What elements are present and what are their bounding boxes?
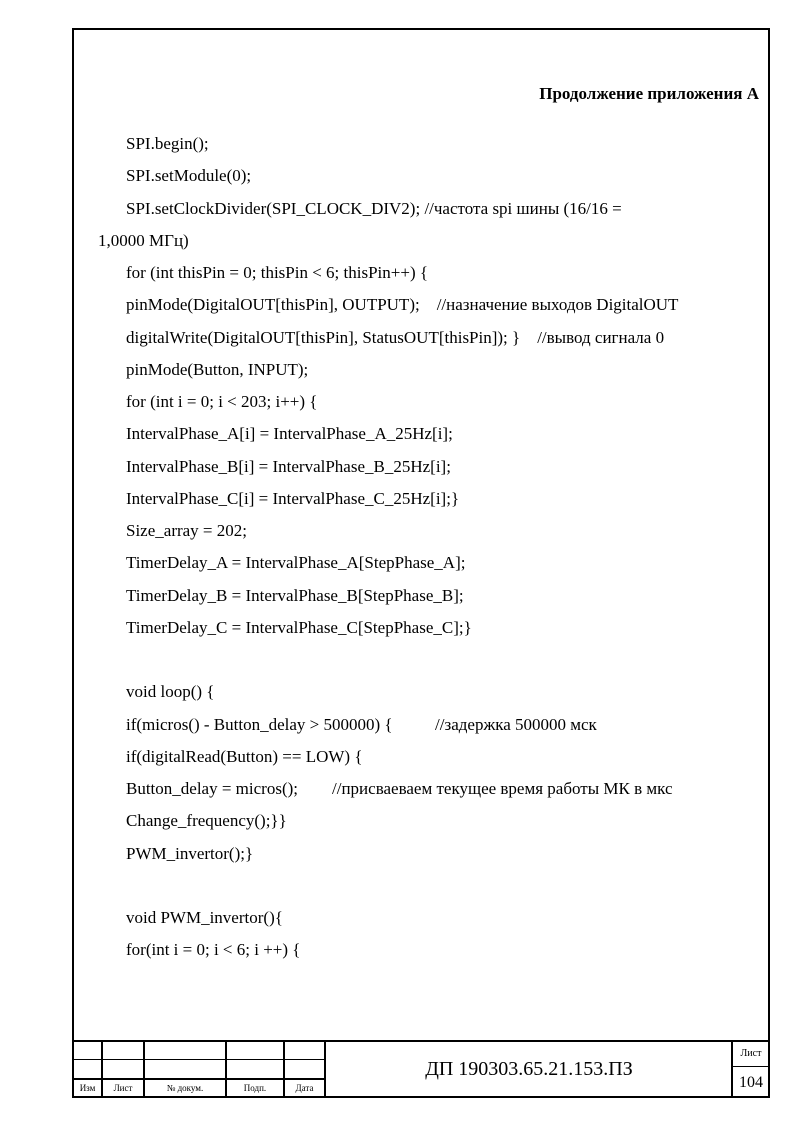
stamp-col-doc: № докум. xyxy=(166,1083,204,1093)
code-line: Size_array = 202; xyxy=(126,521,247,540)
stamp-row-line xyxy=(731,1066,770,1067)
code-line: IntervalPhase_C[i] = IntervalPhase_C_25Hz[i];} xyxy=(126,489,460,508)
code-line: TimerDelay_A = IntervalPhase_A[StepPhase_A]; xyxy=(126,553,466,572)
document-code: ДП 190303.65.21.153.ПЗ xyxy=(425,1057,633,1080)
code-line: pinMode(DigitalOUT[thisPin], OUTPUT); //назначение выходов DigitalOUT xyxy=(126,295,679,314)
code-line: Button_delay = micros(); //присваеваем текущее время работы МК в мкс xyxy=(126,779,673,798)
code-line: TimerDelay_B = IntervalPhase_B[StepPhase_B]; xyxy=(126,586,464,605)
code-line: if(micros() - Button_delay > 500000) { //задержка 500000 мск xyxy=(126,715,597,734)
code-line: SPI.setClockDivider(SPI_CLOCK_DIV2); //частота spi шины (16/16 = xyxy=(126,199,622,218)
code-line: SPI.setModule(0); xyxy=(126,166,252,185)
stamp-row-line xyxy=(72,1078,325,1080)
code-line: PWM_invertor();} xyxy=(126,844,254,863)
code-line: for(int i = 0; i < 6; i ++) { xyxy=(126,940,301,959)
code-line: void PWM_invertor(){ xyxy=(126,908,283,927)
code-line: TimerDelay_C = IntervalPhase_C[StepPhase_C];} xyxy=(126,618,472,637)
sheet-number: 104 xyxy=(739,1074,763,1091)
code-line: Change_frequency();}} xyxy=(126,811,287,830)
code-line: IntervalPhase_A[i] = IntervalPhase_A_25Hz[i]; xyxy=(126,424,453,443)
code-line: if(digitalRead(Button) == LOW) { xyxy=(126,747,363,766)
code-line: 1,0000 МГц) xyxy=(98,231,189,250)
code-line: for (int thisPin = 0; thisPin < 6; thisPin++) { xyxy=(126,263,429,282)
code-line: pinMode(Button, INPUT); xyxy=(126,360,309,379)
code-line: SPI.begin(); xyxy=(126,134,209,153)
stamp-row-line xyxy=(72,1059,325,1060)
stamp-col-date: Дата xyxy=(295,1083,314,1093)
code-line: for (int i = 0; i < 203; i++) { xyxy=(126,392,318,411)
sheet-label: Лист xyxy=(740,1048,762,1059)
code-line: digitalWrite(DigitalOUT[thisPin], StatusOUT[thisPin]); } //вывод сигнала 0 xyxy=(126,328,665,347)
appendix-heading: Продолжение приложения А xyxy=(539,84,759,103)
stamp-col-izm: Изм xyxy=(79,1083,96,1093)
stamp-col-sign: Подп. xyxy=(243,1083,267,1093)
stamp-col-list: Лист xyxy=(113,1083,133,1093)
code-line: void loop() { xyxy=(126,682,215,701)
code-line: IntervalPhase_B[i] = IntervalPhase_B_25Hz[i]; xyxy=(126,457,451,476)
